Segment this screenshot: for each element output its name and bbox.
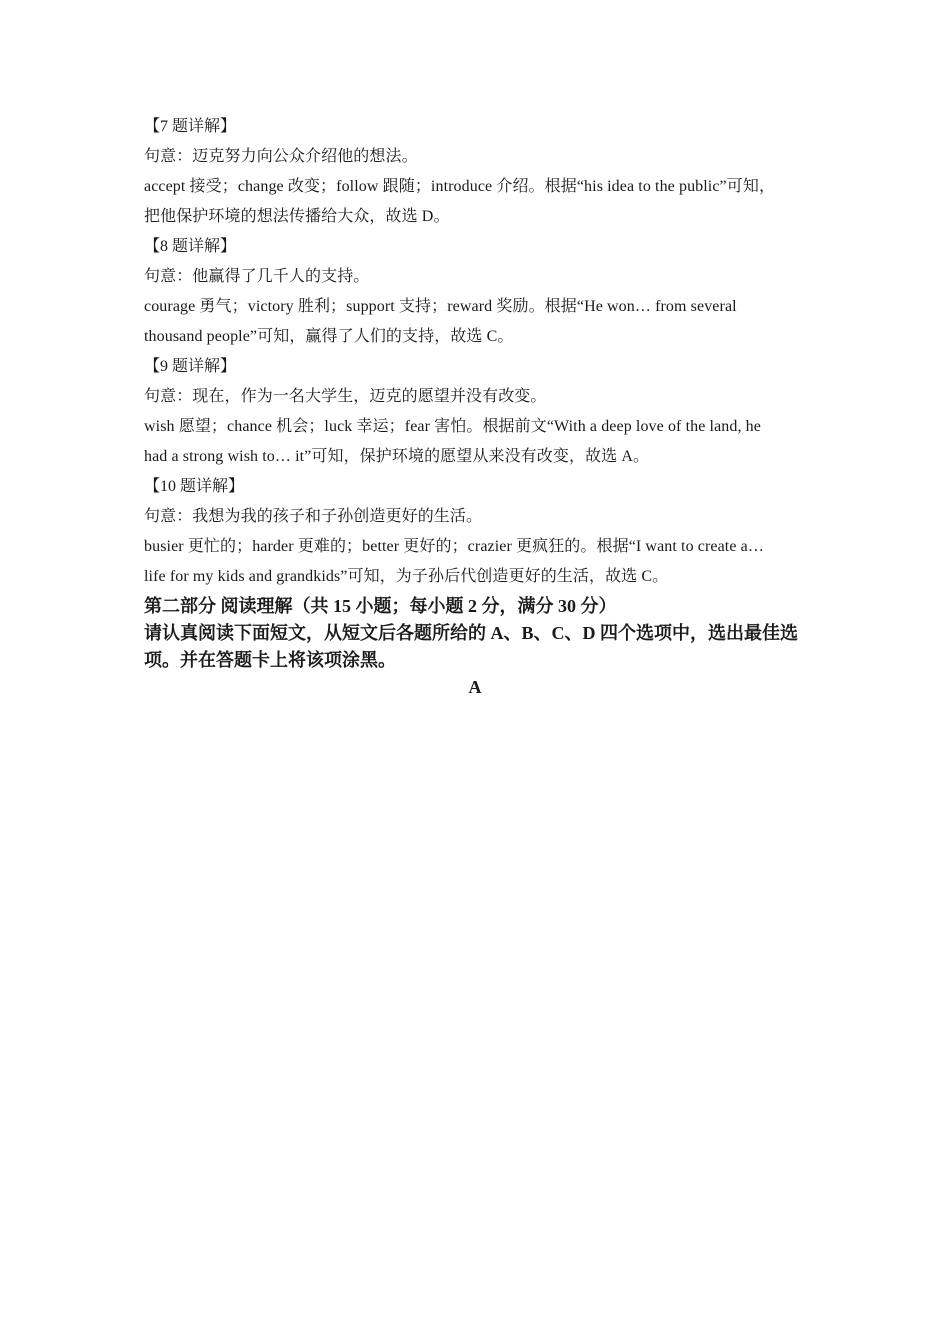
analysis-line: had a strong wish to… it”可知，保护环境的愿望从来没有改变，故选 A。 xyxy=(144,448,650,465)
analysis-line: busier 更忙的；harder 更难的；better 更好的；crazier 更疯狂的。根据“I want to create a… xyxy=(144,538,764,555)
analysis-line: thousand people”可知，赢得了人们的支持，故选 C。 xyxy=(144,328,514,345)
sentence-meaning: 句意：迈克努力向公众介绍他的想法。 xyxy=(144,148,418,165)
sentence-meaning: 句意：现在，作为一名大学生，迈克的愿望并没有改变。 xyxy=(144,388,547,405)
passage-letter: A xyxy=(468,677,482,697)
analysis-line: life for my kids and grandkids”可知，为子孙后代创造更好的生活，故选 C。 xyxy=(144,568,669,585)
explanation-heading: 【8 题详解】 xyxy=(144,238,237,255)
explanation-heading: 【9 题详解】 xyxy=(144,358,237,375)
explanation-q8 xyxy=(144,232,804,352)
sentence-meaning: 句意：他赢得了几千人的支持。 xyxy=(144,268,370,285)
sentence-meaning: 句意：我想为我的孩子和子孙创造更好的生活。 xyxy=(144,508,483,525)
analysis-line: 把他保护环境的想法传播给大众，故选 D。 xyxy=(144,208,450,225)
document-content xyxy=(144,112,804,700)
explanation-heading: 【7 题详解】 xyxy=(144,118,237,135)
analysis-line: wish 愿望；chance 机会；luck 幸运；fear 害怕。根据前文“With a deep love of the land, he xyxy=(144,418,761,435)
explanation-q10 xyxy=(144,472,804,592)
explanation-q7 xyxy=(144,112,804,232)
explanation-heading: 【10 题详解】 xyxy=(144,478,245,495)
analysis-line: courage 勇气；victory 胜利；support 支持；reward 奖励。根据“He won… from several xyxy=(144,298,737,315)
explanation-q9 xyxy=(144,352,804,472)
analysis-line: accept 接受；change 改变；follow 跟随；introduce 介绍。根据“his idea to the public”可知， xyxy=(144,178,776,195)
part-two-instructions: 请认真阅读下面短文，从短文后各题所给的 A、B、C、D 四个选项中，选出最佳选项。并在答题卡上将该项涂黑。 xyxy=(144,623,798,670)
part-two-title: 第二部分 阅读理解（共 15 小题；每小题 2 分，满分 30 分） xyxy=(144,596,617,616)
